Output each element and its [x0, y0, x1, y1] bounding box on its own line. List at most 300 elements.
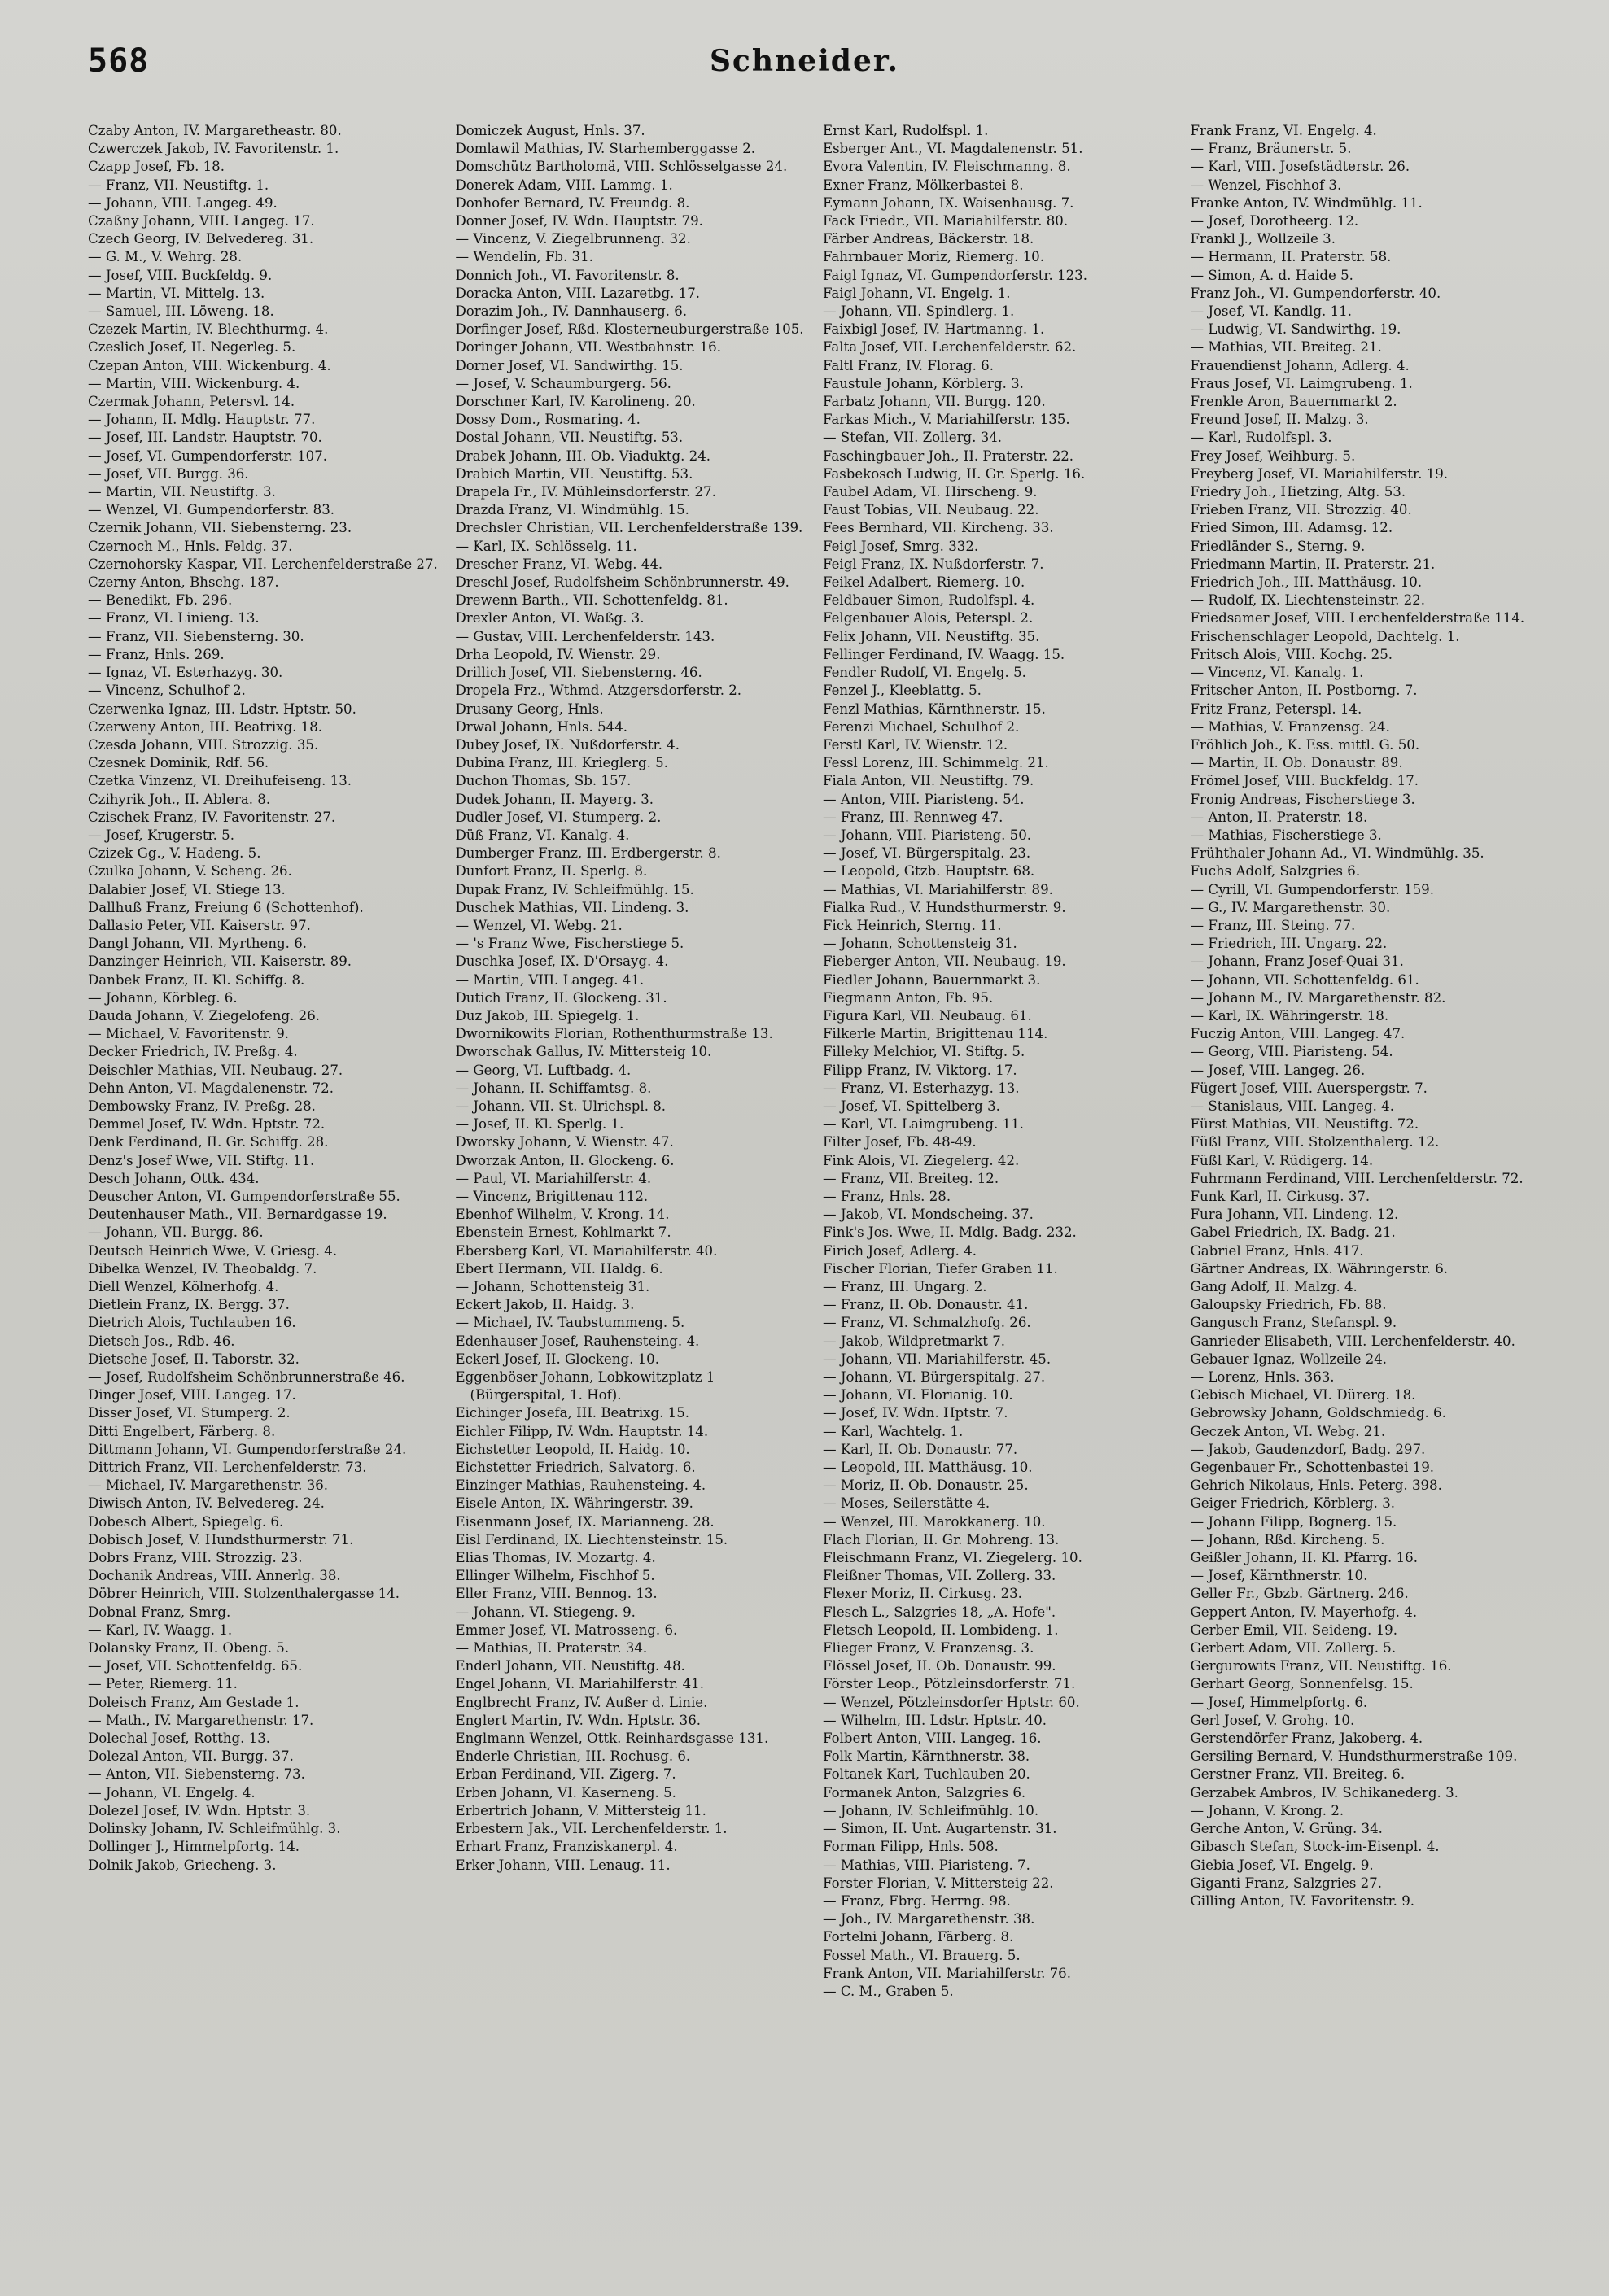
directory-entry: — Johann, VII. Burgg. 86.	[88, 1224, 264, 1241]
directory-entry: Fack Friedr., VII. Mariahilferstr. 80.	[823, 213, 1069, 229]
directory-entry: Eller Franz, VIII. Bennog. 13.	[455, 1586, 658, 1602]
directory-entry: Dobisch Josef, V. Hundsthurmerstr. 71.	[88, 1531, 354, 1547]
directory-entry: — Simon, II. Unt. Augartenstr. 31.	[823, 1821, 1057, 1837]
directory-entry: — Stanislaus, VIII. Langeg. 4.	[1190, 1098, 1395, 1114]
page-number: 568	[88, 42, 150, 80]
directory-entry: — Wenzel, VI. Gumpendorferstr. 83.	[88, 502, 335, 518]
directory-entry: Gerl Josef, V. Grohg. 10.	[1190, 1712, 1355, 1728]
directory-entry: Czetka Vinzenz, VI. Dreihufeiseng. 13.	[88, 773, 352, 789]
directory-entry: Fortelni Johann, Färberg. 8.	[823, 1929, 1014, 1945]
running-title: Schneider.	[709, 44, 900, 78]
directory-entry: Fröhlich Joh., K. Ess. mittl. G. 50.	[1190, 736, 1420, 753]
directory-entry: — Johann Filipp, Bognerg. 15.	[1190, 1513, 1397, 1530]
directory-entry: Eichstetter Leopold, II. Haidg. 10.	[455, 1441, 690, 1457]
directory-entry: Fleißner Thomas, VII. Zollerg. 33.	[823, 1568, 1056, 1584]
directory-columns	[88, 122, 1545, 2254]
directory-entry: — Franz, VII. Breiteg. 12.	[823, 1170, 999, 1186]
directory-entry: Czermak Johann, Petersvl. 14.	[88, 394, 295, 410]
directory-entry: Edenhauser Josef, Rauhensteing. 4.	[455, 1333, 700, 1349]
directory-entry: Döbrer Heinrich, VIII. Stolzenthalergasse 14.	[88, 1586, 400, 1602]
directory-entry: Filter Josef, Fb. 48-49.	[823, 1134, 977, 1150]
directory-entry: — Franz, Bräunerstr. 5.	[1190, 141, 1352, 157]
directory-entry: Fischer Florian, Tiefer Graben 11.	[823, 1260, 1058, 1277]
directory-entry: Forman Filipp, Hnls. 508.	[823, 1839, 999, 1855]
directory-entry: — Josef, II. Kl. Sperlg. 1.	[455, 1116, 624, 1133]
directory-entry: Forster Florian, V. Mittersteig 22.	[823, 1875, 1054, 1891]
directory-entry: Erker Johann, VIII. Lenaug. 11.	[455, 1857, 671, 1873]
directory-entry: Fletsch Leopold, II. Lombideng. 1.	[823, 1622, 1059, 1638]
directory-entry: Friedsamer Josef, VIII. Lerchenfelderstraße 114.	[1190, 610, 1525, 626]
directory-entry: — Johann, Schottensteig 31.	[455, 1279, 650, 1294]
directory-entry: Fuhrmann Ferdinand, VIII. Lerchenfelderstr. 72.	[1190, 1170, 1524, 1186]
directory-entry: Czerny Anton, Bhschg. 187.	[88, 574, 279, 591]
directory-entry: — Johann, IV. Schleifmühlg. 10.	[823, 1802, 1039, 1818]
directory-entry: Doracka Anton, VIII. Lazaretbg. 17.	[455, 285, 701, 301]
directory-entry: Felgenbauer Alois, Peterspl. 2.	[823, 610, 1034, 626]
directory-entry: — Mathias, V. Franzensg. 24.	[1190, 718, 1390, 735]
directory-column-1	[88, 122, 443, 2254]
directory-entry: — Johann, V. Krong. 2.	[1190, 1802, 1344, 1818]
directory-entry: Fritz Franz, Peterspl. 14.	[1190, 701, 1362, 717]
directory-entry: Gebauer Ignaz, Wollzeile 24.	[1190, 1351, 1388, 1367]
directory-entry: Gerche Anton, V. Grüng. 34.	[1190, 1821, 1383, 1837]
directory-entry: Dobesch Albert, Spiegelg. 6.	[88, 1513, 284, 1530]
directory-entry: — Karl, II. Ob. Donaustr. 77.	[823, 1441, 1018, 1457]
directory-entry: — Leopold, Gtzb. Hauptstr. 68.	[823, 863, 1035, 880]
directory-entry: — Karl, Wachtelg. 1.	[823, 1423, 964, 1439]
directory-entry: Giganti Franz, Salzgries 27.	[1190, 1875, 1383, 1891]
directory-entry: Gabel Friedrich, IX. Badg. 21.	[1190, 1224, 1396, 1241]
directory-entry: Frenkle Aron, Bauernmarkt 2.	[1190, 394, 1397, 410]
directory-entry: Drha Leopold, IV. Wienstr. 29.	[455, 646, 661, 662]
directory-entry: Flössel Josef, II. Ob. Donaustr. 99.	[823, 1658, 1056, 1674]
directory-entry: Drewenn Barth., VII. Schottenfeldg. 81.	[455, 592, 728, 609]
directory-entry: Erbestern Jak., VII. Lerchenfelderstr. 1.	[455, 1821, 728, 1837]
directory-entry: Donerek Adam, VIII. Lammg. 1.	[455, 177, 673, 193]
directory-entry: Friedländer S., Sterng. 9.	[1190, 538, 1366, 554]
directory-entry: — Anton, VII. Siebensterng. 73.	[88, 1766, 305, 1783]
directory-entry: Formanek Anton, Salzgries 6.	[823, 1784, 1026, 1801]
directory-entry: Exner Franz, Mölkerbastei 8.	[823, 177, 1024, 193]
directory-entry: Faigl Ignaz, VI. Gumpendorferstr. 123.	[823, 267, 1087, 283]
directory-entry: Fialka Rud., V. Hundsthurmerstr. 9.	[823, 899, 1066, 915]
directory-entry: — Josef, IV. Wdn. Hptstr. 7.	[823, 1405, 1008, 1421]
directory-entry: Czech Georg, IV. Belvedereg. 31.	[88, 231, 314, 247]
directory-entry: — Franz, III. Ungarg. 2.	[823, 1279, 987, 1294]
directory-entry: — Johann, VII. Mariahilferstr. 45.	[823, 1351, 1052, 1367]
directory-entry: Ebert Hermann, VII. Haldg. 6.	[455, 1260, 663, 1277]
directory-entry: Czesda Johann, VIII. Strozzig. 35.	[88, 736, 319, 753]
directory-entry: Frank Anton, VII. Mariahilferstr. 76.	[823, 1965, 1072, 1981]
directory-entry: Drazda Franz, VI. Windmühlg. 15.	[455, 502, 689, 518]
directory-entry: — Johann, VIII. Piaristeng. 50.	[823, 827, 1032, 843]
directory-entry: Geißler Johann, II. Kl. Pfarrg. 16.	[1190, 1550, 1418, 1566]
directory-entry: Gergurowits Franz, VII. Neustiftg. 16.	[1190, 1658, 1452, 1674]
directory-entry: Czepan Anton, VIII. Wickenburg. 4.	[88, 357, 331, 373]
directory-entry: Fuchs Adolf, Salzgries 6.	[1190, 863, 1361, 880]
directory-entry: — Josef, VII. Burgg. 36.	[88, 465, 249, 482]
directory-entry: Dupak Franz, IV. Schleifmühlg. 15.	[455, 881, 694, 897]
directory-entry: Filkerle Martin, Brigittenau 114.	[823, 1026, 1048, 1042]
directory-entry: Förster Leop., Pötzleinsdorferstr. 71.	[823, 1676, 1076, 1692]
directory-entry: Freyberg Josef, VI. Mariahilferstr. 19.	[1190, 465, 1449, 482]
directory-entry: — Lorenz, Hnls. 363.	[1190, 1369, 1335, 1386]
directory-entry: Färber Andreas, Bäckerstr. 18.	[823, 231, 1034, 247]
directory-entry: Geiger Friedrich, Körblerg. 3.	[1190, 1495, 1396, 1512]
directory-entry: Duz Jakob, III. Spiegelg. 1.	[455, 1007, 640, 1024]
directory-entry: Fahrnbauer Moriz, Riemerg. 10.	[823, 249, 1044, 265]
directory-entry: Geppert Anton, IV. Mayerhofg. 4.	[1190, 1604, 1418, 1620]
directory-entry: — Vincenz, Schulhof 2.	[88, 683, 246, 699]
directory-entry: Dolezel Josef, IV. Wdn. Hptstr. 3.	[88, 1802, 311, 1818]
directory-entry: Czerwenka Ignaz, III. Ldstr. Hptstr. 50.	[88, 701, 356, 717]
directory-entry: Demmel Josef, IV. Wdn. Hptstr. 72.	[88, 1116, 326, 1133]
directory-entry: — Josef, Krugerstr. 5.	[88, 827, 235, 843]
directory-entry: — Wendelin, Fb. 31.	[455, 249, 593, 265]
directory-entry: Drescher Franz, VI. Webg. 44.	[455, 556, 663, 572]
directory-entry: — Josef, III. Landstr. Hauptstr. 70.	[88, 430, 322, 446]
directory-entry: — Mathias, II. Praterstr. 34.	[455, 1640, 648, 1657]
directory-entry: Flach Florian, II. Gr. Mohreng. 13.	[823, 1531, 1060, 1547]
directory-entry: Czizek Gg., V. Hadeng. 5.	[88, 845, 261, 862]
directory-entry: Enderl Johann, VII. Neustiftg. 48.	[455, 1658, 685, 1674]
directory-entry: Frühthaler Johann Ad., VI. Windmühlg. 35.	[1190, 845, 1484, 862]
directory-entry: — Karl, VI. Laimgrubeng. 11.	[823, 1116, 1024, 1133]
directory-entry: — Josef, VI. Kandlg. 11.	[1190, 303, 1353, 320]
directory-column-4	[1191, 122, 1546, 2254]
directory-entry: Czerweny Anton, III. Beatrixg. 18.	[88, 718, 323, 735]
directory-entry: — Josef, VIII. Langeg. 26.	[1190, 1062, 1366, 1078]
directory-entry: Faigl Johann, VI. Engelg. 1.	[823, 285, 1011, 301]
directory-entry: — Franz, Hnls. 269.	[88, 646, 225, 662]
directory-entry: Denz's Josef Wwe, VII. Stiftg. 11.	[88, 1152, 315, 1168]
directory-entry: Dunfort Franz, II. Sperlg. 8.	[455, 863, 648, 880]
directory-entry: Drwal Johann, Hnls. 544.	[455, 718, 628, 735]
directory-entry: — Benedikt, Fb. 296.	[88, 592, 233, 609]
directory-entry: — Josef, V. Schaumburgerg. 56.	[455, 375, 671, 391]
directory-entry: Fenzl Mathias, Kärnthnerstr. 15.	[823, 701, 1046, 717]
directory-entry: — Rudolf, IX. Liechtensteinstr. 22.	[1190, 592, 1426, 609]
directory-entry: — Vincenz, VI. Kanalg. 1.	[1190, 665, 1364, 681]
directory-entry: — Georg, VIII. Piaristeng. 54.	[1190, 1044, 1393, 1060]
directory-entry: Gang Adolf, II. Malzg. 4.	[1190, 1279, 1358, 1294]
directory-entry: Donnich Joh., VI. Favoritenstr. 8.	[455, 267, 680, 283]
directory-entry: Donner Josef, IV. Wdn. Hauptstr. 79.	[455, 213, 703, 229]
directory-entry: Ebersberg Karl, VI. Mariahilferstr. 40.	[455, 1242, 718, 1259]
directory-entry: Domschütz Bartholomä, VIII. Schlösselgasse 24.	[455, 159, 788, 175]
directory-entry: — Anton, II. Praterstr. 18.	[1190, 809, 1368, 825]
directory-entry: Fiala Anton, VII. Neustiftg. 79.	[823, 773, 1034, 789]
directory-entry: — Michael, V. Favoritenstr. 9.	[88, 1026, 290, 1042]
directory-entry: Disser Josef, VI. Stumperg. 2.	[88, 1405, 291, 1421]
directory-entry: Frömel Josef, VIII. Buckfeldg. 17.	[1190, 773, 1419, 789]
directory-entry: Faschingbauer Joh., II. Praterstr. 22.	[823, 447, 1074, 464]
directory-entry: Czapp Josef, Fb. 18.	[88, 159, 225, 175]
directory-entry: Dreschl Josef, Rudolfsheim Schönbrunnerstr. 49.	[455, 574, 789, 591]
directory-entry: Gilling Anton, IV. Favoritenstr. 9.	[1190, 1892, 1415, 1909]
directory-entry: — Johann, Körbleg. 6.	[88, 989, 238, 1006]
directory-entry: Decker Friedrich, IV. Preßg. 4.	[88, 1044, 298, 1060]
directory-entry: Frieben Franz, VII. Strozzig. 40.	[1190, 502, 1412, 518]
directory-entry: Dolansky Franz, II. Obeng. 5.	[88, 1640, 290, 1657]
directory-entry: Dubina Franz, III. Krieglerg. 5.	[455, 755, 668, 771]
directory-entry: — Simon, A. d. Haide 5.	[1190, 267, 1353, 283]
directory-entry: Giebia Josef, VI. Engelg. 9.	[1190, 1857, 1374, 1873]
directory-entry: Dostal Johann, VII. Neustiftg. 53.	[455, 430, 684, 446]
directory-entry: Dolnik Jakob, Griecheng. 3.	[88, 1857, 277, 1873]
directory-entry: Dauda Johann, V. Ziegelofeng. 26.	[88, 1007, 321, 1024]
directory-entry: Gebrowsky Johann, Goldschmiedg. 6.	[1190, 1405, 1446, 1421]
directory-entry: — Josef, Rudolfsheim Schönbrunnerstraße 46.	[88, 1369, 405, 1386]
directory-entry: Eisl Ferdinand, IX. Liechtensteinstr. 15.	[455, 1531, 728, 1547]
directory-entry: Dudler Josef, VI. Stumperg. 2.	[455, 809, 662, 825]
directory-entry: — Johann, VI. Engelg. 4.	[88, 1784, 256, 1801]
page-header	[0, 41, 1609, 89]
directory-entry: Dangl Johann, VII. Myrtheng. 6.	[88, 936, 308, 952]
directory-entry: Fried Simon, III. Adamsg. 12.	[1190, 520, 1393, 536]
directory-entry: Gebisch Michael, VI. Dürerg. 18.	[1190, 1387, 1416, 1403]
directory-entry: Dobrs Franz, VIII. Strozzig. 23.	[88, 1550, 303, 1566]
directory-entry: — Ludwig, VI. Sandwirthg. 19.	[1190, 321, 1401, 338]
directory-entry: Ernst Karl, Rudolfspl. 1.	[823, 123, 989, 138]
directory-entry: Czesnek Dominik, Rdf. 56.	[88, 755, 269, 771]
directory-entry: — Franz, II. Ob. Donaustr. 41.	[823, 1297, 1029, 1313]
directory-entry: Fuczig Anton, VIII. Langeg. 47.	[1190, 1026, 1406, 1042]
directory-entry: Flexer Moriz, II. Cirkusg. 23.	[823, 1586, 1022, 1602]
directory-entry: Fellinger Ferdinand, IV. Waagg. 15.	[823, 646, 1065, 662]
directory-entry: Filipp Franz, IV. Viktorg. 17.	[823, 1062, 1017, 1078]
directory-entry: Faubel Adam, VI. Hirscheng. 9.	[823, 484, 1038, 500]
directory-entry: Diwisch Anton, IV. Belvedereg. 24.	[88, 1495, 325, 1512]
directory-entry: — Mathias, VI. Mariahilferstr. 89.	[823, 881, 1053, 897]
directory-entry: Ganrieder Elisabeth, VIII. Lerchenfelderstr. 40.	[1190, 1333, 1515, 1349]
directory-entry: — Mathias, VIII. Piaristeng. 7.	[823, 1857, 1030, 1873]
directory-entry: Fronig Andreas, Fischerstiege 3.	[1190, 791, 1415, 807]
directory-entry: Dumberger Franz, III. Erdbergerstr. 8.	[455, 845, 721, 862]
directory-entry: Drexler Anton, VI. Waßg. 3.	[455, 610, 645, 626]
directory-entry: — Peter, Riemerg. 11.	[88, 1676, 238, 1692]
directory-entry: — Martin, VIII. Wickenburg. 4.	[88, 375, 300, 391]
directory-entry: Erban Ferdinand, VII. Zigerg. 7.	[455, 1766, 676, 1783]
directory-entry: Doringer Johann, VII. Westbahnstr. 16.	[455, 339, 721, 356]
directory-entry: Dolechal Josef, Rotthg. 13.	[88, 1731, 271, 1747]
directory-entry: Dwornikowits Florian, Rothenthurmstraße 13.	[455, 1026, 773, 1042]
directory-entry: — Johann, VII. Schottenfeldg. 61.	[1190, 971, 1419, 988]
directory-entry: Gibasch Stefan, Stock-im-Eisenpl. 4.	[1190, 1839, 1440, 1855]
directory-entry: Düß Franz, VI. Kanalg. 4.	[455, 827, 630, 843]
directory-entry: Dietsch Jos., Rdb. 46.	[88, 1333, 235, 1349]
directory-entry: — Franz, III. Steing. 77.	[1190, 917, 1356, 933]
directory-entry: Dietrich Alois, Tuchlauben 16.	[88, 1315, 296, 1331]
directory-entry: Gärtner Andreas, IX. Währingerstr. 6.	[1190, 1260, 1449, 1277]
directory-entry: — Johann, VII. Spindlerg. 1.	[823, 303, 1015, 320]
directory-entry: — Leopold, III. Matthäusg. 10.	[823, 1460, 1033, 1476]
directory-entry: Czezek Martin, IV. Blechthurmg. 4.	[88, 321, 329, 338]
directory-entry: — Franz, Fbrg. Herrng. 98.	[823, 1892, 1011, 1909]
directory-entry: Eichler Filipp, IV. Wdn. Hauptstr. 14.	[455, 1423, 709, 1439]
directory-entry: — Moses, Seilerstätte 4.	[823, 1495, 990, 1512]
directory-entry: Dalabier Josef, VI. Stiege 13.	[88, 881, 286, 897]
directory-entry: Czaby Anton, IV. Margaretheastr. 80.	[88, 123, 342, 138]
directory-entry: — Anton, VIII. Piaristeng. 54.	[823, 791, 1025, 807]
directory-entry: Dubey Josef, IX. Nußdorferstr. 4.	[455, 736, 680, 753]
directory-entry: — Vincenz, V. Ziegelbrunneng. 32.	[455, 231, 691, 247]
directory-entry: — Jakob, VI. Mondscheing. 37.	[823, 1207, 1034, 1223]
directory-entry: Gangusch Franz, Stefanspl. 9.	[1190, 1315, 1397, 1331]
directory-entry: Frauendienst Johann, Adlerg. 4.	[1190, 357, 1410, 373]
directory-entry: Donhofer Bernard, IV. Freundg. 8.	[455, 194, 690, 211]
directory-entry: Dehn Anton, VI. Magdalenenstr. 72.	[88, 1080, 334, 1096]
directory-entry: Czernohorsky Kaspar, VII. Lerchenfelderstraße 27.	[88, 556, 438, 572]
directory-entry: Figura Karl, VII. Neubaug. 61.	[823, 1007, 1032, 1024]
directory-entry: — C. M., Graben 5.	[823, 1983, 954, 1999]
directory-entry: Fieberger Anton, VII. Neubaug. 19.	[823, 954, 1066, 970]
directory-entry: Franke Anton, IV. Windmühlg. 11.	[1190, 194, 1423, 211]
directory-entry: — Johann, Franz Josef-Quai 31.	[1190, 954, 1404, 970]
directory-entry: Dittrich Franz, VII. Lerchenfelderstr. 73.	[88, 1460, 367, 1476]
directory-entry: Czischek Franz, IV. Favoritenstr. 27.	[88, 809, 336, 825]
directory-entry: — Gustav, VIII. Lerchenfelderstr. 143.	[455, 628, 715, 644]
directory-entry: — Jakob, Wildpretmarkt 7.	[823, 1333, 1006, 1349]
directory-entry: Czulka Johann, V. Scheng. 26.	[88, 863, 292, 880]
directory-entry: Gehrich Nikolaus, Hnls. Peterg. 398.	[1190, 1478, 1442, 1494]
directory-entry: — G., IV. Margarethenstr. 30.	[1190, 899, 1391, 915]
directory-entry: Gerhart Georg, Sonnenfelsg. 15.	[1190, 1676, 1414, 1692]
directory-entry: Feigl Franz, IX. Nußdorferstr. 7.	[823, 556, 1044, 572]
directory-entry: — Georg, VI. Luftbadg. 4.	[455, 1062, 632, 1078]
directory-entry: Dietsche Josef, II. Taborstr. 32.	[88, 1351, 300, 1367]
directory-entry: — Michael, IV. Taubstummeng. 5.	[455, 1315, 685, 1331]
directory-entry: — Johann, II. Mdlg. Hauptstr. 77.	[88, 412, 316, 428]
directory-entry: — 's Franz Wwe, Fischerstiege 5.	[455, 936, 684, 952]
directory-entry: — Josef, VI. Gumpendorferstr. 107.	[88, 447, 328, 464]
directory-entry: Dallhuß Franz, Freiung 6 (Schottenhof).	[88, 899, 364, 915]
directory-entry: Füßl Franz, VIII. Stolzenthalerg. 12.	[1190, 1134, 1440, 1150]
directory-entry: — Wenzel, Fischhof 3.	[1190, 177, 1342, 193]
directory-entry: Engel Johann, VI. Mariahilferstr. 41.	[455, 1676, 705, 1692]
directory-entry: Farbatz Johann, VII. Burgg. 120.	[823, 394, 1046, 410]
directory-entry: Franz Joh., VI. Gumpendorferstr. 40.	[1190, 285, 1441, 301]
directory-entry: Frey Josef, Weihburg. 5.	[1190, 447, 1356, 464]
directory-entry: Dallasio Peter, VII. Kaiserstr. 97.	[88, 917, 311, 933]
directory-entry: Feldbauer Simon, Rudolfspl. 4.	[823, 592, 1035, 609]
directory-entry: — Martin, VIII. Langeg. 41.	[455, 971, 645, 988]
directory-entry: Czernoch M., Hnls. Feldg. 37.	[88, 538, 293, 554]
directory-entry: — Johann, VI. Florianig. 10.	[823, 1387, 1013, 1403]
directory-entry: Czeslich Josef, II. Negerleg. 5.	[88, 339, 296, 356]
directory-entry: — Vincenz, Brigittenau 112.	[455, 1188, 649, 1204]
directory-entry: Dropela Frz., Wthmd. Atzgersdorferstr. 2.	[455, 683, 742, 699]
directory-entry: Galoupsky Friedrich, Fb. 88.	[1190, 1297, 1387, 1313]
directory-entry: Danzinger Heinrich, VII. Kaiserstr. 89.	[88, 954, 352, 970]
directory-entry: — Wenzel, VI. Webg. 21.	[455, 917, 623, 933]
directory-entry: Czernik Johann, VII. Siebensterng. 23.	[88, 520, 352, 536]
directory-entry: — Josef, VI. Bürgerspitalg. 23.	[823, 845, 1031, 862]
directory-entry: — Samuel, III. Löweng. 18.	[88, 303, 274, 320]
directory-entry: Geczek Anton, VI. Webg. 21.	[1190, 1423, 1386, 1439]
directory-entry: Dolezal Anton, VII. Burgg. 37.	[88, 1748, 294, 1765]
directory-entry: — Franz, VI. Schmalzhofg. 26.	[823, 1315, 1031, 1331]
directory-entry: Gerstner Franz, VII. Breiteg. 6.	[1190, 1766, 1406, 1783]
directory-entry: Deutsch Heinrich Wwe, V. Griesg. 4.	[88, 1242, 338, 1259]
directory-entry: — Johann, Rßd. Kircheng. 5.	[1190, 1531, 1385, 1547]
directory-entry: Dolinsky Johann, IV. Schleifmühlg. 3.	[88, 1821, 341, 1837]
directory-entry: — Franz, VI. Linieng. 13.	[88, 610, 260, 626]
directory-entry: Erhart Franz, Franziskanerpl. 4.	[455, 1839, 678, 1855]
directory-entry: Ferenzi Michael, Schulhof 2.	[823, 718, 1020, 735]
directory-entry: — G. M., V. Wehrg. 28.	[88, 249, 243, 265]
directory-entry: — Martin, VII. Neustiftg. 3.	[88, 484, 276, 500]
directory-entry: — Karl, IX. Währingerstr. 18.	[1190, 1007, 1389, 1024]
directory-entry: Firich Josef, Adlerg. 4.	[823, 1242, 977, 1259]
directory-entry: Dittmann Johann, VI. Gumpendorferstraße 24.	[88, 1441, 407, 1457]
directory-entry: Gerstendörfer Franz, Jakoberg. 4.	[1190, 1731, 1423, 1747]
directory-entry: — Johann, VI. Stiegeng. 9.	[455, 1604, 636, 1620]
directory-entry: Eckert Jakob, II. Haidg. 3.	[455, 1297, 635, 1313]
directory-entry: Erbertrich Johann, V. Mittersteig 11.	[455, 1802, 706, 1818]
directory-entry: Dworsky Johann, V. Wienstr. 47.	[455, 1134, 674, 1150]
directory-entry: Dochanik Andreas, VIII. Annerlg. 38.	[88, 1568, 341, 1584]
directory-entry: Dibelka Wenzel, IV. Theobaldg. 7.	[88, 1260, 317, 1277]
directory-entry: Einzinger Mathias, Rauhensteing. 4.	[455, 1478, 706, 1494]
directory-entry: Faustule Johann, Körblerg. 3.	[823, 375, 1024, 391]
directory-entry: — Hermann, II. Praterstr. 58.	[1190, 249, 1392, 265]
directory-entry: Gabriel Franz, Hnls. 417.	[1190, 1242, 1364, 1259]
directory-entry: Denk Ferdinand, II. Gr. Schiffg. 28.	[88, 1134, 329, 1150]
directory-entry: — Franz, VI. Esterhazyg. 13.	[823, 1080, 1020, 1096]
directory-entry: Fees Bernhard, VII. Kircheng. 33.	[823, 520, 1054, 536]
directory-entry: Friedrich Joh., III. Matthäusg. 10.	[1190, 574, 1423, 591]
directory-entry: — Math., IV. Margarethenstr. 17.	[88, 1712, 314, 1728]
directory-entry: Farkas Mich., V. Mariahilferstr. 135.	[823, 412, 1070, 428]
directory-entry: Dorfinger Josef, Rßd. Klosterneuburgerstraße 105.	[455, 321, 804, 338]
directory-entry: Dossy Dom., Rosmaring. 4.	[455, 412, 641, 428]
directory-entry: — Josef, Kärnthnerstr. 10.	[1190, 1568, 1368, 1584]
directory-entry: — Wilhelm, III. Ldstr. Hptstr. 40.	[823, 1712, 1047, 1728]
directory-entry: — Franz, III. Rennweg 47.	[823, 809, 1003, 825]
directory-entry: — Karl, Rudolfspl. 3.	[1190, 430, 1332, 446]
directory-entry: Englert Martin, IV. Wdn. Hptstr. 36.	[455, 1712, 702, 1728]
directory-entry: Friedmann Martin, II. Praterstr. 21.	[1190, 556, 1436, 572]
directory-entry: Drillich Josef, VII. Siebensterng. 46.	[455, 665, 702, 681]
directory-entry: Eisele Anton, IX. Währingerstr. 39.	[455, 1495, 693, 1512]
directory-entry: — Paul, VI. Mariahilferstr. 4.	[455, 1170, 652, 1186]
directory-entry: Dorner Josef, VI. Sandwirthg. 15.	[455, 357, 684, 373]
directory-entry: — Franz, Hnls. 28.	[823, 1188, 951, 1204]
directory-entry: — Johann, Schottensteig 31.	[823, 936, 1017, 952]
directory-entry: Drabich Martin, VII. Neustiftg. 53.	[455, 465, 693, 482]
directory-entry: Faltl Franz, IV. Florag. 6.	[823, 357, 994, 373]
directory-entry: Fick Heinrich, Sterng. 11.	[823, 917, 1002, 933]
directory-entry: Deischler Mathias, VII. Neubaug. 27.	[88, 1062, 343, 1078]
directory-entry: — Mathias, VII. Breiteg. 21.	[1190, 339, 1382, 356]
directory-entry: Drechsler Christian, VII. Lerchenfelderstraße 139.	[455, 520, 803, 536]
directory-entry: Dobnal Franz, Smrg.	[88, 1604, 231, 1620]
directory-entry: Frank Franz, VI. Engelg. 4.	[1190, 123, 1377, 138]
directory-entry: — Stefan, VII. Zollerg. 34.	[823, 430, 1003, 446]
directory-entry: Folbert Anton, VIII. Langeg. 16.	[823, 1731, 1042, 1747]
directory-entry: — Johann, VIII. Langeg. 49.	[88, 194, 278, 211]
directory-entry: Doleisch Franz, Am Gestade 1.	[88, 1694, 300, 1710]
directory-entry: — Martin, VI. Mittelg. 13.	[88, 285, 265, 301]
directory-entry: — Karl, IX. Schlösselg. 11.	[455, 538, 637, 554]
directory-column-3	[823, 122, 1178, 2254]
directory-entry: Dudek Johann, II. Mayerg. 3.	[455, 791, 654, 807]
directory-entry: Freund Josef, II. Malzg. 3.	[1190, 412, 1369, 428]
directory-entry: Foltanek Karl, Tuchlauben 20.	[823, 1766, 1030, 1783]
directory-entry: Faust Tobias, VII. Neubaug. 22.	[823, 502, 1039, 518]
directory-entry: Desch Johann, Ottk. 434.	[88, 1170, 260, 1186]
